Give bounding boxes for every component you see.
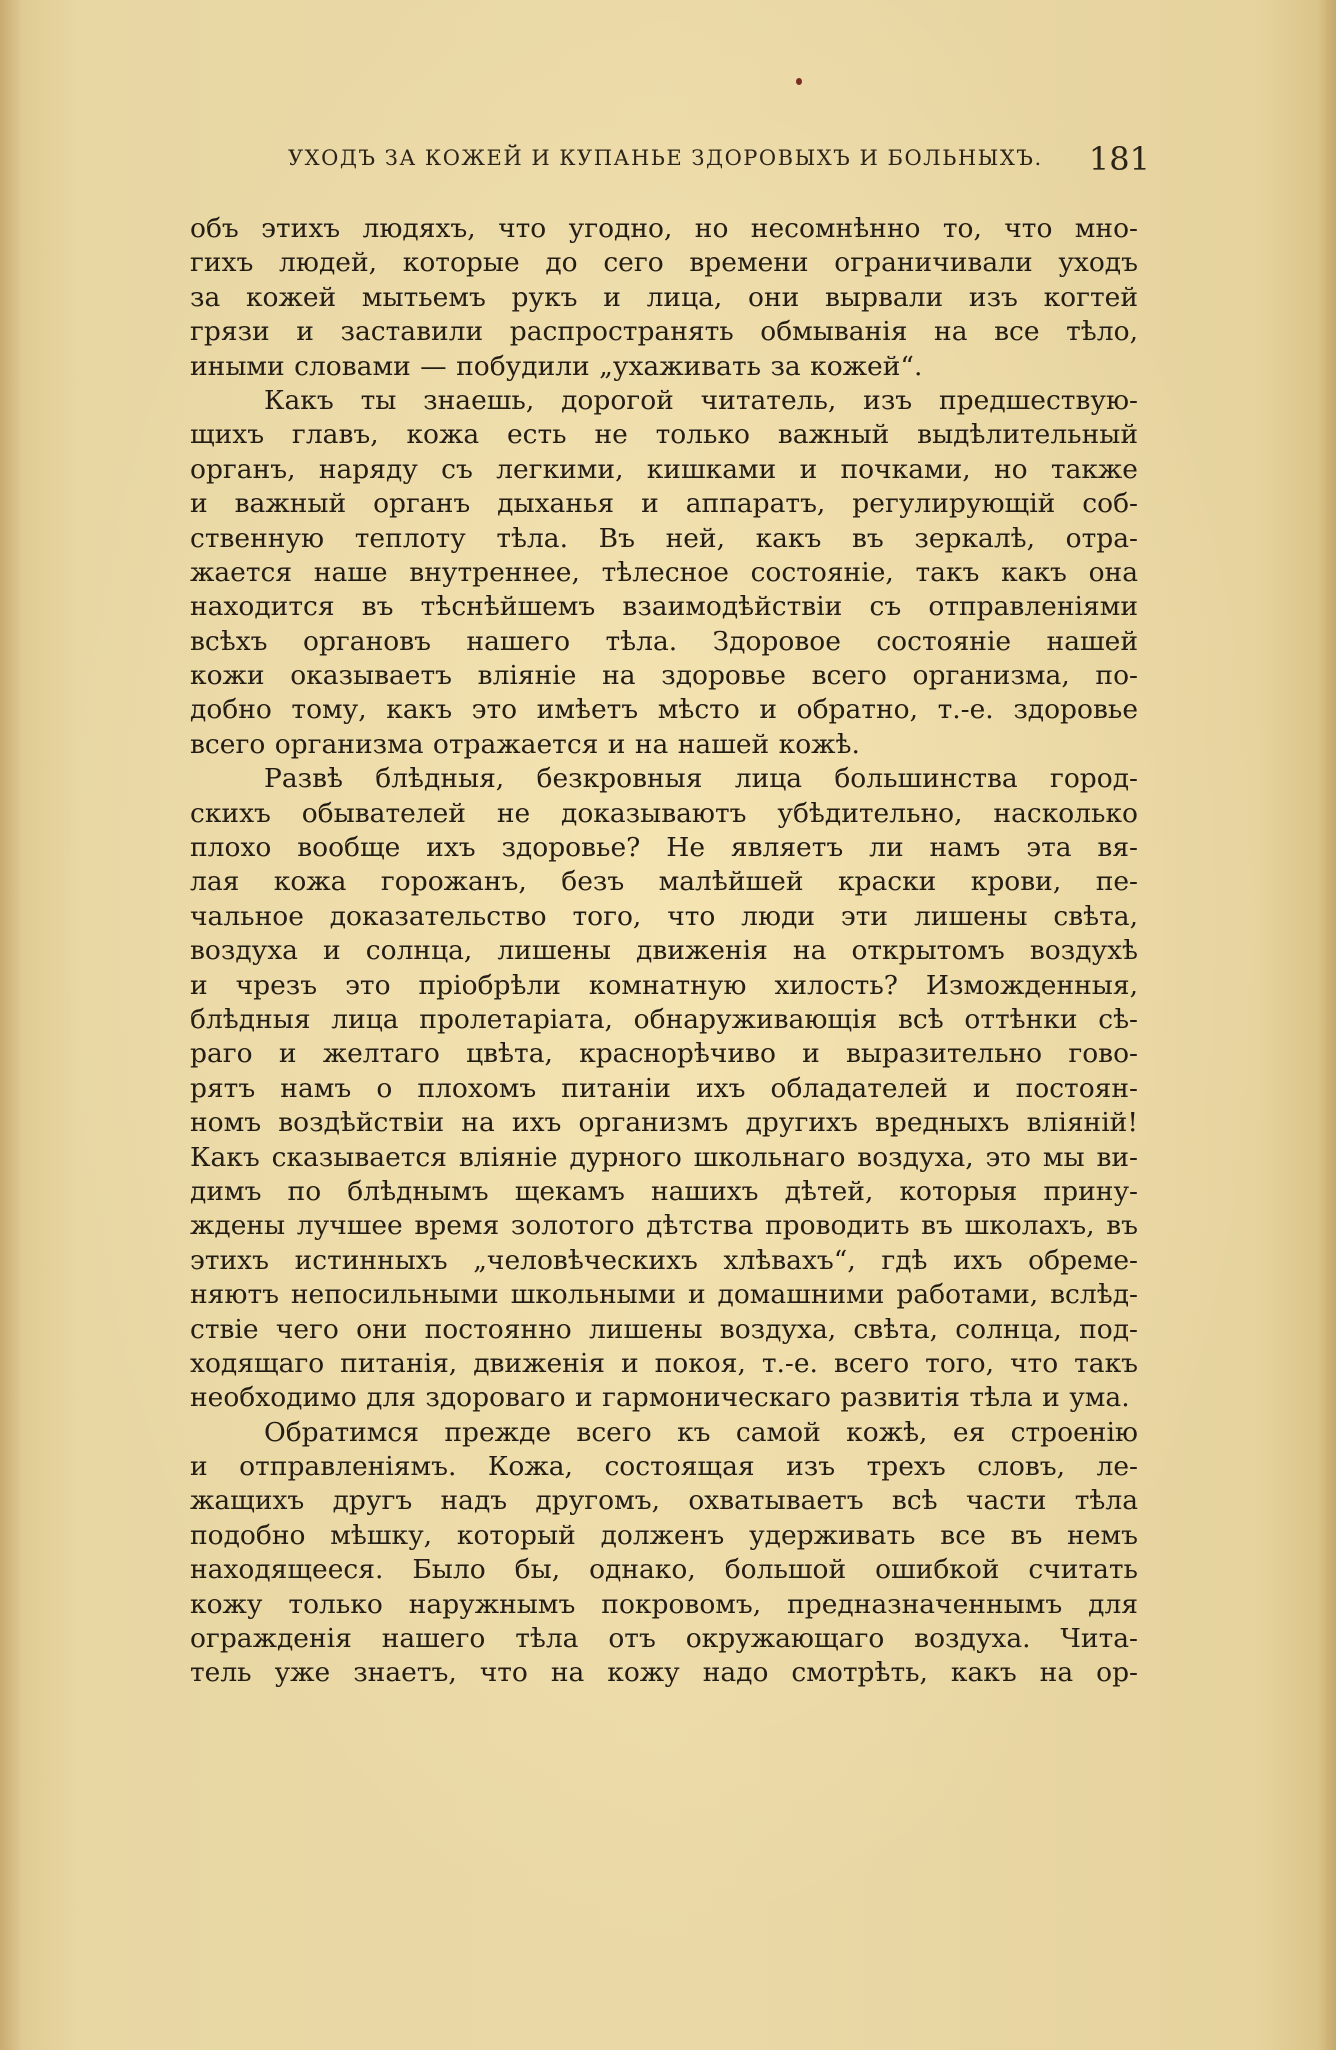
text-line: Какъ ты знаешь, дорогой читатель, изъ предшествую- xyxy=(264,384,1138,416)
text-line: жается наше внутреннее, тѣлесное состояніе, такъ какъ она xyxy=(190,556,1138,588)
text-line: Обратимся прежде всего къ самой кожѣ, ея строенію xyxy=(264,1416,1138,1448)
text-line: за кожей мытьемъ рукъ и лица, они вырвали изъ когтей xyxy=(190,281,1138,313)
text-line: и важный органъ дыханья и аппаратъ, регулирующій соб- xyxy=(190,488,1138,520)
text-line: и отправленіямъ. Кожа, состоящая изъ трехъ словъ, ле- xyxy=(190,1451,1138,1483)
text-line: щихъ главъ, кожа есть не только важный выдѣлительный xyxy=(190,419,1138,451)
text-line: находящееся. Было бы, однако, большой ошибкой считать xyxy=(190,1554,1138,1586)
text-line: блѣдныя лица пролетаріата, обнаруживающія всѣ оттѣнки сѣ- xyxy=(190,1003,1138,1035)
body-text xyxy=(190,212,1138,1691)
text-line: грязи и заставили распространять обмыванія на все тѣло, xyxy=(190,316,1138,348)
text-line: раго и желтаго цвѣта, краснорѣчиво и выразительно гово- xyxy=(190,1038,1138,1070)
text-line: и чрезъ это пріобрѣли комнатную хилость? Изможденныя, xyxy=(190,969,1138,1001)
text-line: ствіе чего они постоянно лишены воздуха, свѣта, солнца, под- xyxy=(190,1313,1138,1345)
text-line: добно тому, какъ это имѣетъ мѣсто и обратно, т.-е. здоровье xyxy=(190,694,1138,726)
text-line: воздуха и солнца, лишены движенія на открытомъ воздухѣ xyxy=(190,935,1138,967)
text-line: иными словами — побудили „ухаживать за кожей“. xyxy=(190,350,923,382)
text-line: скихъ обывателей не доказываютъ убѣдительно, насколько xyxy=(190,797,1138,829)
text-line: номъ воздѣйствіи на ихъ организмъ другихъ вредныхъ вліяній! xyxy=(190,1107,1138,1139)
text-line: ждены лучшее время золотого дѣтства проводить въ школахъ, въ xyxy=(190,1210,1138,1242)
page-edge-shadow-left xyxy=(0,0,22,2050)
page-edge-shadow-right xyxy=(1318,0,1336,2050)
text-line: чальное доказательство того, что люди эти лишены свѣта, xyxy=(190,900,1138,932)
text-line: необходимо для здороваго и гармоническаго развитія тѣла и ума. xyxy=(190,1382,1130,1414)
text-line: кожи оказываетъ вліяніе на здоровье всего организма, по- xyxy=(190,660,1138,692)
text-line: кожу только наружнымъ покровомъ, предназначеннымъ для xyxy=(190,1588,1138,1620)
text-line: находится въ тѣснѣйшемъ взаимодѣйствіи съ отправленіями xyxy=(190,591,1138,623)
text-line: няютъ непосильными школьными и домашними работами, вслѣд- xyxy=(190,1279,1138,1311)
text-line: огражденія нашего тѣла отъ окружающаго воздуха. Чита- xyxy=(190,1623,1138,1655)
text-line: ственную теплоту тѣла. Въ ней, какъ въ зеркалѣ, отра- xyxy=(190,522,1138,554)
text-line: ходящаго питанія, движенія и покоя, т.-е. всего того, что такъ xyxy=(190,1347,1138,1379)
text-line: тель уже знаетъ, что на кожу надо смотрѣть, какъ на ор- xyxy=(190,1657,1138,1689)
page-number: 181 xyxy=(1088,140,1150,178)
text-line: всего организма отражается и на нашей кожѣ. xyxy=(190,728,860,760)
page-header xyxy=(190,140,1150,184)
text-line: рятъ намъ о плохомъ питаніи ихъ обладателей и постоян- xyxy=(190,1072,1138,1104)
text-line: объ этихъ людяхъ, что угодно, но несомнѣнно то, что мно- xyxy=(190,213,1138,244)
text-line: Какъ сказывается вліяніе дурного школьнаго воздуха, это мы ви- xyxy=(190,1141,1138,1173)
text-line: лая кожа горожанъ, безъ малѣйшей краски крови, пе- xyxy=(190,866,1138,898)
text-line: димъ по блѣднымъ щекамъ нашихъ дѣтей, которыя прину- xyxy=(190,1175,1138,1207)
running-title: УХОДЪ ЗА КОЖЕЙ И КУПАНЬЕ ЗДОРОВЫХЪ И БОЛЬНЫХЪ. xyxy=(288,146,1043,170)
text-line: этихъ истинныхъ „человѣческихъ хлѣвахъ“, гдѣ ихъ обреме- xyxy=(190,1244,1138,1276)
text-line: гихъ людей, которые до сего времени ограничивали уходъ xyxy=(190,247,1138,279)
text-line: жащихъ другъ надъ другомъ, охватываетъ всѣ части тѣла xyxy=(190,1485,1138,1517)
text-line: плохо вообще ихъ здоровье? Не являетъ ли намъ эта вя- xyxy=(190,832,1138,864)
text-line: Развѣ блѣдныя, безкровныя лица большинства город- xyxy=(264,763,1138,795)
ink-speck xyxy=(796,78,802,85)
text-line: органъ, наряду съ легкими, кишками и почками, но также xyxy=(190,453,1138,485)
text-line: подобно мѣшку, который долженъ удерживать все въ немъ xyxy=(190,1519,1138,1551)
text-line: всѣхъ органовъ нашего тѣла. Здоровое состояніе нашей xyxy=(190,625,1138,657)
